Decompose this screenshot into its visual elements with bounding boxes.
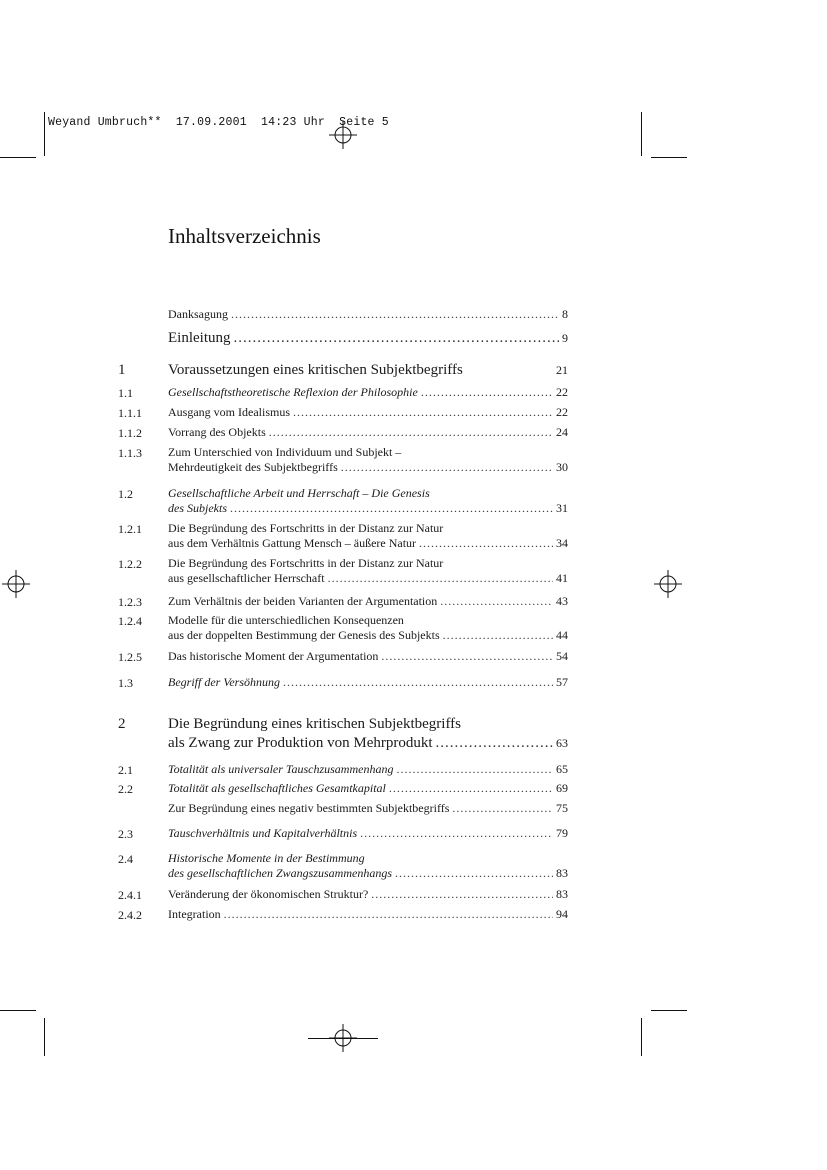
toc-entry-line: [168, 556, 568, 571]
dot-leader: [419, 536, 553, 551]
toc-entry-text: Historische Momente in der Bestimmung: [168, 851, 365, 865]
toc-entry-number: 1.2.5: [118, 650, 142, 664]
toc-entry-number: 1.1: [118, 386, 133, 400]
toc-entry-text: Die Begründung eines kritischen Subjektbegriffs: [168, 716, 461, 732]
toc-page-number: 22: [556, 385, 568, 399]
toc-entry-text: Begriff der Versöhnung: [168, 675, 280, 689]
dot-leader: [328, 571, 553, 586]
dot-leader: [293, 405, 553, 420]
dot-leader: [440, 594, 553, 609]
dot-leader: [360, 826, 553, 841]
toc-entry-number: 1.2.1: [118, 522, 142, 536]
toc-entry-line: [168, 362, 568, 379]
toc-page-number: 41: [556, 571, 568, 585]
toc-entry-text: Die Begründung des Fortschritts in der Distanz zur Natur: [168, 521, 444, 535]
toc-entry-line: [168, 571, 568, 586]
toc-entry-line: [168, 801, 568, 816]
toc-page-number: 57: [556, 675, 568, 689]
registration-mark-left: [2, 570, 30, 598]
toc-entry-text: Die Begründung des Fortschritts in der Distanz zur Natur: [168, 556, 444, 570]
dot-leader: [436, 735, 553, 752]
toc-entry-number: 1.1.3: [118, 446, 142, 460]
toc-entry-text: Mehrdeutigkeit des Subjektbegriffs: [168, 460, 338, 474]
toc-entry-line: [168, 826, 568, 841]
toc-entry-text: Gesellschaftliche Arbeit und Herrschaft – Die Genesis: [168, 486, 430, 500]
toc-entry-number: 2.3: [118, 827, 133, 841]
toc-entry-number: 1.2: [118, 487, 133, 501]
toc-entry-number: 2: [118, 716, 126, 732]
toc-entry-line: [168, 486, 568, 501]
toc-page-number: 83: [556, 866, 568, 880]
toc-entry-line: [168, 330, 568, 347]
dot-leader: [269, 425, 553, 440]
toc-entry-number: 2.4.2: [118, 908, 142, 922]
toc-entry-number: 2.1: [118, 763, 133, 777]
toc-entry-line: [168, 851, 568, 866]
dot-leader: [224, 907, 553, 922]
toc-entry-line: [168, 501, 568, 516]
toc-entry-number: 2.4: [118, 852, 133, 866]
toc-entry-line: [168, 445, 568, 460]
toc-entry-text: als Zwang zur Produktion von Mehrprodukt: [168, 735, 433, 751]
crop-mark: [308, 1038, 378, 1039]
toc-entry-text: aus gesellschaftlicher Herrschaft: [168, 571, 325, 585]
toc-entry-text: Danksagung: [168, 307, 228, 321]
toc-page-number: 83: [556, 887, 568, 901]
toc-entry-line: [168, 460, 568, 475]
toc-entry-text: Das historische Moment der Argumentation: [168, 649, 379, 663]
dot-leader: [371, 887, 553, 902]
dot-leader: [231, 307, 559, 322]
dot-leader: [234, 330, 560, 347]
toc-entry-text: Veränderung der ökonomischen Struktur?: [168, 887, 369, 901]
dot-leader: [396, 762, 553, 777]
toc-entry-line: [168, 716, 568, 733]
toc-entry-text: Tauschverhältnis und Kapitalverhältnis: [168, 826, 358, 840]
toc-entry-text: Zum Verhältnis der beiden Varianten der Argumentation: [168, 594, 438, 608]
toc-page-number: 54: [556, 649, 568, 663]
toc-entry-text: Integration: [168, 907, 221, 921]
toc-entry-text: Ausgang vom Idealismus: [168, 405, 290, 419]
toc-page-number: 30: [556, 460, 568, 474]
toc-entry-line: [168, 866, 568, 881]
toc-entry-line: [168, 613, 568, 628]
toc-entry-text: Modelle für die unterschiedlichen Konsequenzen: [168, 613, 404, 627]
toc-entry-text: aus dem Verhältnis Gattung Mensch – äußere Natur: [168, 536, 417, 550]
toc-entry-text: Voraussetzungen eines kritischen Subjektbegriffs: [168, 362, 463, 378]
toc-entry-text: Zum Unterschied von Individuum und Subjekt –: [168, 445, 402, 459]
toc-entry-number: 1.2.4: [118, 614, 142, 628]
crop-mark: [641, 1018, 642, 1056]
crop-mark: [0, 1010, 36, 1011]
crop-mark: [44, 1018, 45, 1056]
toc-entry-number: 2.4.1: [118, 888, 142, 902]
toc-page-number: 9: [562, 331, 568, 345]
dot-leader: [452, 801, 553, 816]
dot-leader: [381, 649, 553, 664]
toc-entry-number: 1.1.2: [118, 426, 142, 440]
toc-entry-line: [168, 649, 568, 664]
toc-entry-line: [168, 405, 568, 420]
toc-page-number: 63: [556, 736, 568, 750]
toc-page-number: 75: [556, 801, 568, 815]
toc-page-number: 44: [556, 628, 568, 642]
toc-page-number: 31: [556, 501, 568, 515]
toc-entry-line: [168, 521, 568, 536]
crop-mark: [44, 112, 45, 156]
dot-leader: [230, 501, 553, 516]
toc-entry-line: [168, 307, 568, 322]
toc-entry-text: Vorrang des Objekts: [168, 425, 266, 439]
toc-entry-text: des Subjekts: [168, 501, 227, 515]
toc-entry-line: [168, 594, 568, 609]
toc-entry-text: Gesellschaftstheoretische Reflexion der Philosophie: [168, 385, 418, 399]
toc-entry-line: [168, 385, 568, 400]
print-slug-line: Weyand Umbruch** 17.09.2001 14:23 Uhr Seite 5: [48, 116, 389, 129]
crop-mark: [651, 1010, 687, 1011]
toc-entry-line: [168, 628, 568, 643]
toc-entry-line: [168, 536, 568, 551]
toc-page-number: 34: [556, 536, 568, 550]
dot-leader: [443, 628, 553, 643]
toc-page-number: 21: [556, 363, 568, 377]
toc-page-number: 65: [556, 762, 568, 776]
toc-entry-line: [168, 781, 568, 796]
dot-leader: [341, 460, 553, 475]
toc-entry-text: aus der doppelten Bestimmung der Genesis des Subjekts: [168, 628, 440, 642]
toc-entry-text: Totalität als gesellschaftliches Gesamtkapital: [168, 781, 386, 795]
toc-entry-number: 2.2: [118, 782, 133, 796]
toc-page-number: 43: [556, 594, 568, 608]
toc-page-number: 79: [556, 826, 568, 840]
dot-leader: [389, 781, 553, 796]
registration-mark-right: [654, 570, 682, 598]
toc-page-number: 94: [556, 907, 568, 921]
toc-page-number: 69: [556, 781, 568, 795]
crop-mark: [0, 157, 36, 158]
dot-leader: [421, 385, 553, 400]
toc-page-number: 24: [556, 425, 568, 439]
page-title: Inhaltsverzeichnis: [168, 224, 321, 248]
toc-entry-number: 1.2.3: [118, 595, 142, 609]
toc-entry-number: 1.3: [118, 676, 133, 690]
toc-entry-line: [168, 907, 568, 922]
crop-mark: [641, 112, 642, 156]
toc-entry-line: [168, 887, 568, 902]
crop-mark: [651, 157, 687, 158]
toc-entry-text: Totalität als universaler Tauschzusammenhang: [168, 762, 394, 776]
toc-page-number: 22: [556, 405, 568, 419]
toc-entry-line: [168, 762, 568, 777]
toc-entry-text: Zur Begründung eines negativ bestimmten Subjektbegriffs: [168, 801, 450, 815]
toc-entry-line: [168, 675, 568, 690]
toc-entry-text: des gesellschaftlichen Zwangszusammenhangs: [168, 866, 392, 880]
toc-entry-line: [168, 425, 568, 440]
toc-entry-number: 1.1.1: [118, 406, 142, 420]
toc-page-number: 8: [562, 307, 568, 321]
toc-entry-number: 1.2.2: [118, 557, 142, 571]
toc-entry-number: 1: [118, 362, 126, 378]
toc-entry-text: Einleitung: [168, 330, 231, 346]
dot-leader: [395, 866, 553, 881]
toc-entry-line: [168, 735, 568, 752]
dot-leader: [283, 675, 553, 690]
